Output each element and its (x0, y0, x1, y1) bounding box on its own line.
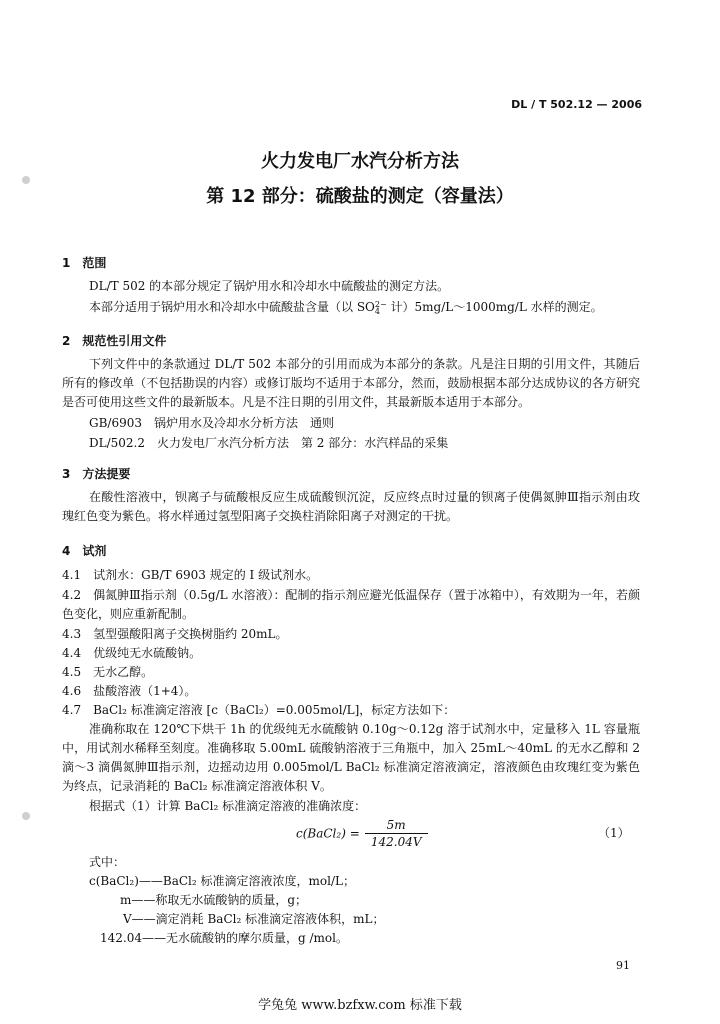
superscript: 2− (374, 299, 387, 309)
text-fragment: 计）5mg/L～1000mg/L 水样的测定。 (386, 300, 603, 314)
footer-watermark: 学兔兔 www.bzfxw.com 标准下载 (258, 998, 462, 1013)
where-label: 式中： (89, 855, 126, 869)
reference-dl502-2: DL/502.2 火力发电厂水汽分析方法 第 2 部分：水汽样品的采集 (89, 436, 449, 450)
section-2-heading: 2 规范性引用文件 (62, 334, 167, 348)
section-3-paragraph: 在酸性溶液中，钡离子与硫酸根反应生成硫酸钡沉淀，反应终点时过量的钡离子使偶氮胂Ⅲ指示剂由玫瑰红色变为紫色。将水样通过氢型阳离子交换柱消除阳离子对测定的干扰。 (62, 490, 640, 523)
standard-code: DL / T 502.12 — 2006 (511, 98, 642, 111)
subscript: 4 (374, 306, 380, 316)
definition-m: m——称取无水硫酸钠的质量，g； (120, 893, 308, 907)
document-title-line2: 第 12 部分：硫酸盐的测定（容量法） (206, 186, 514, 207)
formula-lhs: c(BaCl₂) = (296, 826, 360, 841)
section-1-paragraph-2 (89, 298, 603, 317)
item-4-7-calibration-paragraph: 准确称取在 120℃下烘干 1h 的优级纯无水硫酸钠 0.10g～0.12g 溶于试剂水中，定量移入 1L 容量瓶中，用试剂水稀释至刻度。准确移取 5.00mL 硫酸钠溶液于三角瓶中，加入 25mL～40mL 的无水乙醇和 2 滴～3 滴偶氮胂Ⅲ指示剂，边摇动边用 0.005mol/L BaCl₂ 标准滴定溶液滴定，溶液颜色由玫瑰红变为紫色为终点，记录消耗的 BaCl₂ 标准滴定溶液体积 V。 (62, 722, 640, 793)
definition-v: V——滴定消耗 BaCl₂ 标准滴定溶液体积，mL； (123, 912, 385, 926)
section-1-paragraph-1: DL/T 502 的本部分规定了锅炉用水和冷却水中硫酸盐的测定方法。 (89, 279, 450, 293)
reference-gb6903: GB/6903 锅炉用水及冷却水分析方法 通则 (89, 416, 334, 430)
page-number: 91 (616, 959, 630, 972)
formula-number: （1） (598, 826, 630, 840)
item-4-7: 4.7 BaCl₂ 标准滴定溶液 [c（BaCl₂）=0.005mol/L]，标定方法如下： (62, 703, 456, 717)
section-3-heading: 3 方法提要 (62, 467, 131, 481)
item-4-3: 4.3 氢型强酸阳离子交换树脂约 20mL。 (62, 627, 288, 641)
text-fragment: 本部分适用于锅炉用水和冷却水中硫酸盐含量（以 SO (89, 300, 375, 314)
item-4-5: 4.5 无水乙醇。 (62, 665, 154, 679)
section-2-paragraph: 下列文件中的条款通过 DL/T 502 本部分的引用而成为本部分的条款。凡是注日期的引用文件，其随后所有的修改单（不包括勘误的内容）或修订版均不适用于本部分，然而，鼓励根据本部分达成协议的各方研究是否可使用这些文件的最新版本。凡是不注日期的引用文件，其最新版本适用于本部分。 (62, 357, 640, 409)
section-4-heading: 4 试剂 (62, 544, 107, 558)
formula-denominator: 142.04V (370, 835, 422, 849)
formula-fraction (365, 818, 428, 849)
definition-c-bacl2: c(BaCl₂)——BaCl₂ 标准滴定溶液浓度，mol/L； (89, 874, 355, 888)
item-4-1: 4.1 试剂水：GB/T 6903 规定的 Ⅰ 级试剂水。 (62, 568, 319, 582)
formula-numerator: 5m (365, 818, 428, 834)
section-1-heading: 1 范围 (62, 256, 107, 270)
definition-molar-mass: 142.04——无水硫酸钠的摩尔质量，g /mol。 (100, 931, 348, 945)
formula-1 (296, 818, 428, 849)
calculation-intro: 根据式（1）计算 BaCl₂ 标准滴定溶液的准确浓度： (89, 799, 367, 813)
document-title-line1: 火力发电厂水汽分析方法 (261, 151, 459, 172)
binding-hole-mark (22, 812, 30, 820)
item-4-6: 4.6 盐酸溶液（1+4）。 (62, 684, 197, 698)
item-4-2: 4.2 偶氮胂Ⅲ指示剂（0.5g/L 水溶液）：配制的指示剂应避光低温保存（置于冰箱中），有效期为一年，若颜色变化，则应重新配制。 (62, 588, 640, 621)
item-4-4: 4.4 优级纯无水硫酸钠。 (62, 646, 202, 660)
